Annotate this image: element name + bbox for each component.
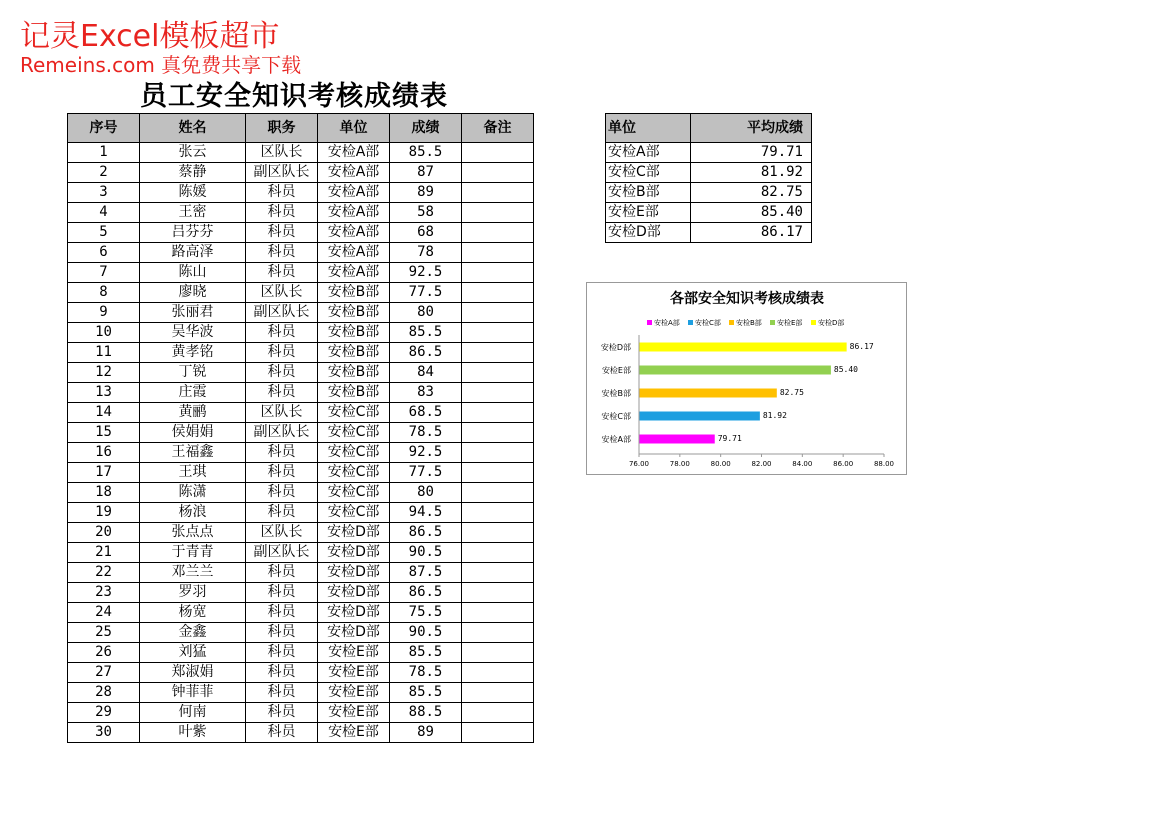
cell-index: 22 <box>68 563 140 583</box>
table-row <box>68 603 534 623</box>
summary-body <box>606 143 812 243</box>
table-row <box>68 283 534 303</box>
cell-name: 廖晓 <box>140 283 246 303</box>
cell-remark <box>462 163 534 183</box>
cell-position: 科员 <box>246 643 318 663</box>
x-tick-label: 78.00 <box>669 460 690 468</box>
cell-remark <box>462 723 534 743</box>
table-row <box>68 163 534 183</box>
cell-name: 杨浪 <box>140 503 246 523</box>
table-row <box>68 623 534 643</box>
cell-name: 陈潇 <box>140 483 246 503</box>
table-row <box>68 483 534 503</box>
header-remark: 备注 <box>462 114 534 143</box>
cell-unit: 安检D部 <box>318 523 390 543</box>
cell-score: 89 <box>390 183 462 203</box>
cell-index: 30 <box>68 723 140 743</box>
cell-index: 24 <box>68 603 140 623</box>
cell-unit: 安检A部 <box>318 143 390 163</box>
cell-index: 27 <box>68 663 140 683</box>
cell-unit: 安检C部 <box>318 443 390 463</box>
legend-label: 安检A部 <box>654 319 680 327</box>
cell-remark <box>462 263 534 283</box>
summary-header-average: 平均成绩 <box>691 114 812 143</box>
cell-position: 科员 <box>246 563 318 583</box>
legend-label: 安检B部 <box>736 319 762 327</box>
cell-index: 25 <box>68 623 140 643</box>
cell-unit: 安检D部 <box>318 563 390 583</box>
cell-name: 张点点 <box>140 523 246 543</box>
cell-unit: 安检A部 <box>318 183 390 203</box>
summary-header-unit: 单位 <box>606 114 691 143</box>
legend-swatch <box>647 320 652 325</box>
chart-bars <box>601 342 874 444</box>
table-row <box>68 503 534 523</box>
cell-remark <box>462 203 534 223</box>
cell-name: 陈山 <box>140 263 246 283</box>
legend-swatch <box>729 320 734 325</box>
cell-remark <box>462 403 534 423</box>
cell-remark <box>462 363 534 383</box>
cell-unit: 安检B部 <box>318 363 390 383</box>
cell-remark <box>462 583 534 603</box>
summary-row <box>606 203 812 223</box>
cell-index: 10 <box>68 323 140 343</box>
cell-name: 路高泽 <box>140 243 246 263</box>
chart-legend <box>647 318 844 327</box>
table-row <box>68 183 534 203</box>
cell-score: 78.5 <box>390 423 462 443</box>
cell-unit: 安检E部 <box>318 723 390 743</box>
cell-score: 68 <box>390 223 462 243</box>
summary-unit: 安检E部 <box>606 203 691 223</box>
category-label: 安检E部 <box>601 366 631 375</box>
data-label: 79.71 <box>717 434 742 443</box>
summary-average: 81.92 <box>691 163 812 183</box>
cell-index: 17 <box>68 463 140 483</box>
cell-unit: 安检E部 <box>318 703 390 723</box>
x-tick-label: 84.00 <box>792 460 813 468</box>
cell-position: 科员 <box>246 203 318 223</box>
cell-name: 黄鹂 <box>140 403 246 423</box>
x-tick-label: 82.00 <box>751 460 772 468</box>
cell-remark <box>462 483 534 503</box>
cell-unit: 安检C部 <box>318 503 390 523</box>
table-row <box>68 443 534 463</box>
table-row <box>68 703 534 723</box>
cell-score: 75.5 <box>390 603 462 623</box>
legend-swatch <box>770 320 775 325</box>
bar <box>639 412 760 421</box>
summary-average: 79.71 <box>691 143 812 163</box>
cell-name: 于青青 <box>140 543 246 563</box>
summary-row <box>606 183 812 203</box>
cell-score: 78 <box>390 243 462 263</box>
cell-index: 11 <box>68 343 140 363</box>
cell-position: 副区队长 <box>246 303 318 323</box>
cell-name: 杨宽 <box>140 603 246 623</box>
header-name: 姓名 <box>140 114 246 143</box>
cell-name: 叶紫 <box>140 723 246 743</box>
table-row <box>68 543 534 563</box>
cell-remark <box>462 183 534 203</box>
cell-score: 78.5 <box>390 663 462 683</box>
cell-remark <box>462 563 534 583</box>
cell-index: 26 <box>68 643 140 663</box>
cell-unit: 安检A部 <box>318 203 390 223</box>
cell-position: 科员 <box>246 383 318 403</box>
bar <box>639 343 847 352</box>
cell-score: 58 <box>390 203 462 223</box>
cell-score: 77.5 <box>390 463 462 483</box>
cell-name: 王琪 <box>140 463 246 483</box>
cell-name: 丁锐 <box>140 363 246 383</box>
cell-position: 科员 <box>246 603 318 623</box>
category-label: 安检B部 <box>601 389 631 398</box>
summary-table <box>605 113 812 243</box>
chart-title: 各部安全知识考核成绩表 <box>670 291 824 307</box>
data-label: 86.17 <box>849 342 874 351</box>
cell-remark <box>462 283 534 303</box>
table-row <box>68 423 534 443</box>
cell-index: 7 <box>68 263 140 283</box>
cell-index: 14 <box>68 403 140 423</box>
cell-name: 黄孝铭 <box>140 343 246 363</box>
x-tick-label: 80.00 <box>710 460 731 468</box>
bar <box>639 435 715 444</box>
cell-score: 87 <box>390 163 462 183</box>
category-label: 安检A部 <box>601 435 631 444</box>
cell-remark <box>462 543 534 563</box>
cell-name: 庄霞 <box>140 383 246 403</box>
cell-position: 科员 <box>246 683 318 703</box>
cell-unit: 安检E部 <box>318 643 390 663</box>
cell-unit: 安检D部 <box>318 583 390 603</box>
cell-score: 80 <box>390 303 462 323</box>
cell-name: 钟菲菲 <box>140 683 246 703</box>
cell-remark <box>462 423 534 443</box>
header-index: 序号 <box>68 114 140 143</box>
table-row <box>68 223 534 243</box>
cell-score: 94.5 <box>390 503 462 523</box>
category-label: 安检C部 <box>601 412 631 421</box>
watermark-line1: 记灵Excel模板超市 <box>20 19 280 54</box>
cell-position: 科员 <box>246 623 318 643</box>
cell-position: 科员 <box>246 663 318 683</box>
cell-remark <box>462 683 534 703</box>
cell-index: 15 <box>68 423 140 443</box>
table-row <box>68 383 534 403</box>
cell-position: 科员 <box>246 703 318 723</box>
cell-remark <box>462 443 534 463</box>
cell-remark <box>462 643 534 663</box>
cell-index: 21 <box>68 543 140 563</box>
table-row <box>68 683 534 703</box>
cell-remark <box>462 463 534 483</box>
cell-unit: 安检A部 <box>318 163 390 183</box>
summary-unit: 安检B部 <box>606 183 691 203</box>
table-row <box>68 563 534 583</box>
cell-score: 84 <box>390 363 462 383</box>
cell-index: 5 <box>68 223 140 243</box>
table-row <box>68 583 534 603</box>
cell-position: 科员 <box>246 723 318 743</box>
cell-score: 85.5 <box>390 143 462 163</box>
cell-index: 3 <box>68 183 140 203</box>
cell-unit: 安检B部 <box>318 283 390 303</box>
cell-position: 科员 <box>246 363 318 383</box>
cell-index: 1 <box>68 143 140 163</box>
cell-score: 86.5 <box>390 523 462 543</box>
cell-score: 85.5 <box>390 323 462 343</box>
header-unit: 单位 <box>318 114 390 143</box>
cell-position: 副区队长 <box>246 543 318 563</box>
cell-position: 科员 <box>246 183 318 203</box>
table-row <box>68 323 534 343</box>
cell-position: 科员 <box>246 483 318 503</box>
cell-name: 刘猛 <box>140 643 246 663</box>
cell-score: 77.5 <box>390 283 462 303</box>
cell-unit: 安检C部 <box>318 483 390 503</box>
table-row <box>68 263 534 283</box>
header-score: 成绩 <box>390 114 462 143</box>
table-body <box>68 143 534 743</box>
table-row <box>68 643 534 663</box>
cell-index: 12 <box>68 363 140 383</box>
cell-remark <box>462 223 534 243</box>
summary-header-row <box>606 114 812 143</box>
page-title: 员工安全知识考核成绩表 <box>140 81 448 112</box>
cell-index: 8 <box>68 283 140 303</box>
cell-position: 科员 <box>246 343 318 363</box>
table-header-row <box>68 114 534 143</box>
cell-name: 陈媛 <box>140 183 246 203</box>
legend-label: 安检E部 <box>777 319 803 327</box>
summary-average: 85.40 <box>691 203 812 223</box>
cell-position: 科员 <box>246 323 318 343</box>
cell-position: 科员 <box>246 223 318 243</box>
cell-name: 郑淑娟 <box>140 663 246 683</box>
cell-unit: 安检B部 <box>318 383 390 403</box>
cell-score: 80 <box>390 483 462 503</box>
cell-remark <box>462 663 534 683</box>
cell-score: 68.5 <box>390 403 462 423</box>
chart-svg <box>587 283 906 474</box>
bar <box>639 366 831 375</box>
table-row <box>68 203 534 223</box>
cell-unit: 安检B部 <box>318 343 390 363</box>
table-row <box>68 143 534 163</box>
cell-score: 83 <box>390 383 462 403</box>
cell-unit: 安检D部 <box>318 603 390 623</box>
table-row <box>68 463 534 483</box>
cell-index: 18 <box>68 483 140 503</box>
cell-index: 9 <box>68 303 140 323</box>
cell-index: 13 <box>68 383 140 403</box>
cell-name: 吴华波 <box>140 323 246 343</box>
cell-remark <box>462 703 534 723</box>
cell-remark <box>462 503 534 523</box>
category-label: 安检D部 <box>600 343 631 352</box>
summary-unit: 安检C部 <box>606 163 691 183</box>
data-label: 82.75 <box>779 388 804 397</box>
cell-name: 金鑫 <box>140 623 246 643</box>
x-tick-label: 76.00 <box>628 460 650 468</box>
cell-position: 科员 <box>246 503 318 523</box>
summary-average: 86.17 <box>691 223 812 243</box>
cell-score: 86.5 <box>390 343 462 363</box>
cell-score: 92.5 <box>390 263 462 283</box>
cell-score: 90.5 <box>390 623 462 643</box>
cell-name: 张丽君 <box>140 303 246 323</box>
chart-axis <box>629 335 894 468</box>
table-row <box>68 723 534 743</box>
cell-remark <box>462 343 534 363</box>
cell-unit: 安检E部 <box>318 683 390 703</box>
table-row <box>68 343 534 363</box>
table-row <box>68 403 534 423</box>
cell-remark <box>462 603 534 623</box>
cell-position: 区队长 <box>246 143 318 163</box>
cell-score: 89 <box>390 723 462 743</box>
summary-unit: 安检D部 <box>606 223 691 243</box>
legend-swatch <box>811 320 816 325</box>
cell-position: 区队长 <box>246 283 318 303</box>
data-label: 81.92 <box>762 411 787 420</box>
cell-name: 何南 <box>140 703 246 723</box>
cell-index: 20 <box>68 523 140 543</box>
bar <box>639 389 777 398</box>
table-row <box>68 663 534 683</box>
cell-position: 区队长 <box>246 523 318 543</box>
legend-label: 安检D部 <box>818 319 845 327</box>
summary-row <box>606 223 812 243</box>
cell-remark <box>462 303 534 323</box>
header-position: 职务 <box>246 114 318 143</box>
cell-index: 4 <box>68 203 140 223</box>
table-row <box>68 243 534 263</box>
average-score-chart <box>586 282 907 475</box>
cell-position: 科员 <box>246 263 318 283</box>
cell-index: 23 <box>68 583 140 603</box>
summary-unit: 安检A部 <box>606 143 691 163</box>
cell-index: 29 <box>68 703 140 723</box>
table-row <box>68 363 534 383</box>
cell-name: 罗羽 <box>140 583 246 603</box>
table-row <box>68 303 534 323</box>
cell-name: 蔡静 <box>140 163 246 183</box>
cell-index: 16 <box>68 443 140 463</box>
cell-remark <box>462 383 534 403</box>
cell-index: 2 <box>68 163 140 183</box>
cell-unit: 安检E部 <box>318 663 390 683</box>
cell-name: 王密 <box>140 203 246 223</box>
cell-score: 90.5 <box>390 543 462 563</box>
cell-position: 副区队长 <box>246 163 318 183</box>
cell-index: 19 <box>68 503 140 523</box>
cell-name: 张云 <box>140 143 246 163</box>
table-row <box>68 523 534 543</box>
data-label: 85.40 <box>833 365 859 374</box>
cell-unit: 安检B部 <box>318 303 390 323</box>
cell-index: 28 <box>68 683 140 703</box>
cell-unit: 安检A部 <box>318 223 390 243</box>
cell-name: 侯娟娟 <box>140 423 246 443</box>
x-tick-label: 86.00 <box>833 460 854 468</box>
cell-position: 区队长 <box>246 403 318 423</box>
cell-position: 科员 <box>246 583 318 603</box>
cell-score: 92.5 <box>390 443 462 463</box>
cell-unit: 安检B部 <box>318 323 390 343</box>
watermark <box>20 18 301 76</box>
cell-position: 副区队长 <box>246 423 318 443</box>
cell-remark <box>462 243 534 263</box>
cell-position: 科员 <box>246 443 318 463</box>
cell-index: 6 <box>68 243 140 263</box>
cell-score: 87.5 <box>390 563 462 583</box>
x-tick-label: 88.00 <box>873 460 895 468</box>
cell-unit: 安检C部 <box>318 403 390 423</box>
cell-score: 85.5 <box>390 643 462 663</box>
cell-unit: 安检D部 <box>318 623 390 643</box>
cell-position: 科员 <box>246 463 318 483</box>
summary-row <box>606 143 812 163</box>
cell-remark <box>462 623 534 643</box>
cell-remark <box>462 143 534 163</box>
cell-unit: 安检C部 <box>318 463 390 483</box>
cell-unit: 安检D部 <box>318 543 390 563</box>
cell-unit: 安检A部 <box>318 263 390 283</box>
cell-remark <box>462 323 534 343</box>
summary-row <box>606 163 812 183</box>
cell-remark <box>462 523 534 543</box>
cell-unit: 安检C部 <box>318 423 390 443</box>
cell-score: 86.5 <box>390 583 462 603</box>
watermark-line2: Remeins.com 真免费共享下载 <box>20 53 302 77</box>
cell-name: 邓兰兰 <box>140 563 246 583</box>
cell-score: 85.5 <box>390 683 462 703</box>
cell-name: 吕芬芬 <box>140 223 246 243</box>
cell-unit: 安检A部 <box>318 243 390 263</box>
cell-name: 王福鑫 <box>140 443 246 463</box>
score-table <box>67 113 534 743</box>
cell-score: 88.5 <box>390 703 462 723</box>
cell-position: 科员 <box>246 243 318 263</box>
summary-average: 82.75 <box>691 183 812 203</box>
legend-swatch <box>688 320 693 325</box>
legend-label: 安检C部 <box>695 319 721 327</box>
